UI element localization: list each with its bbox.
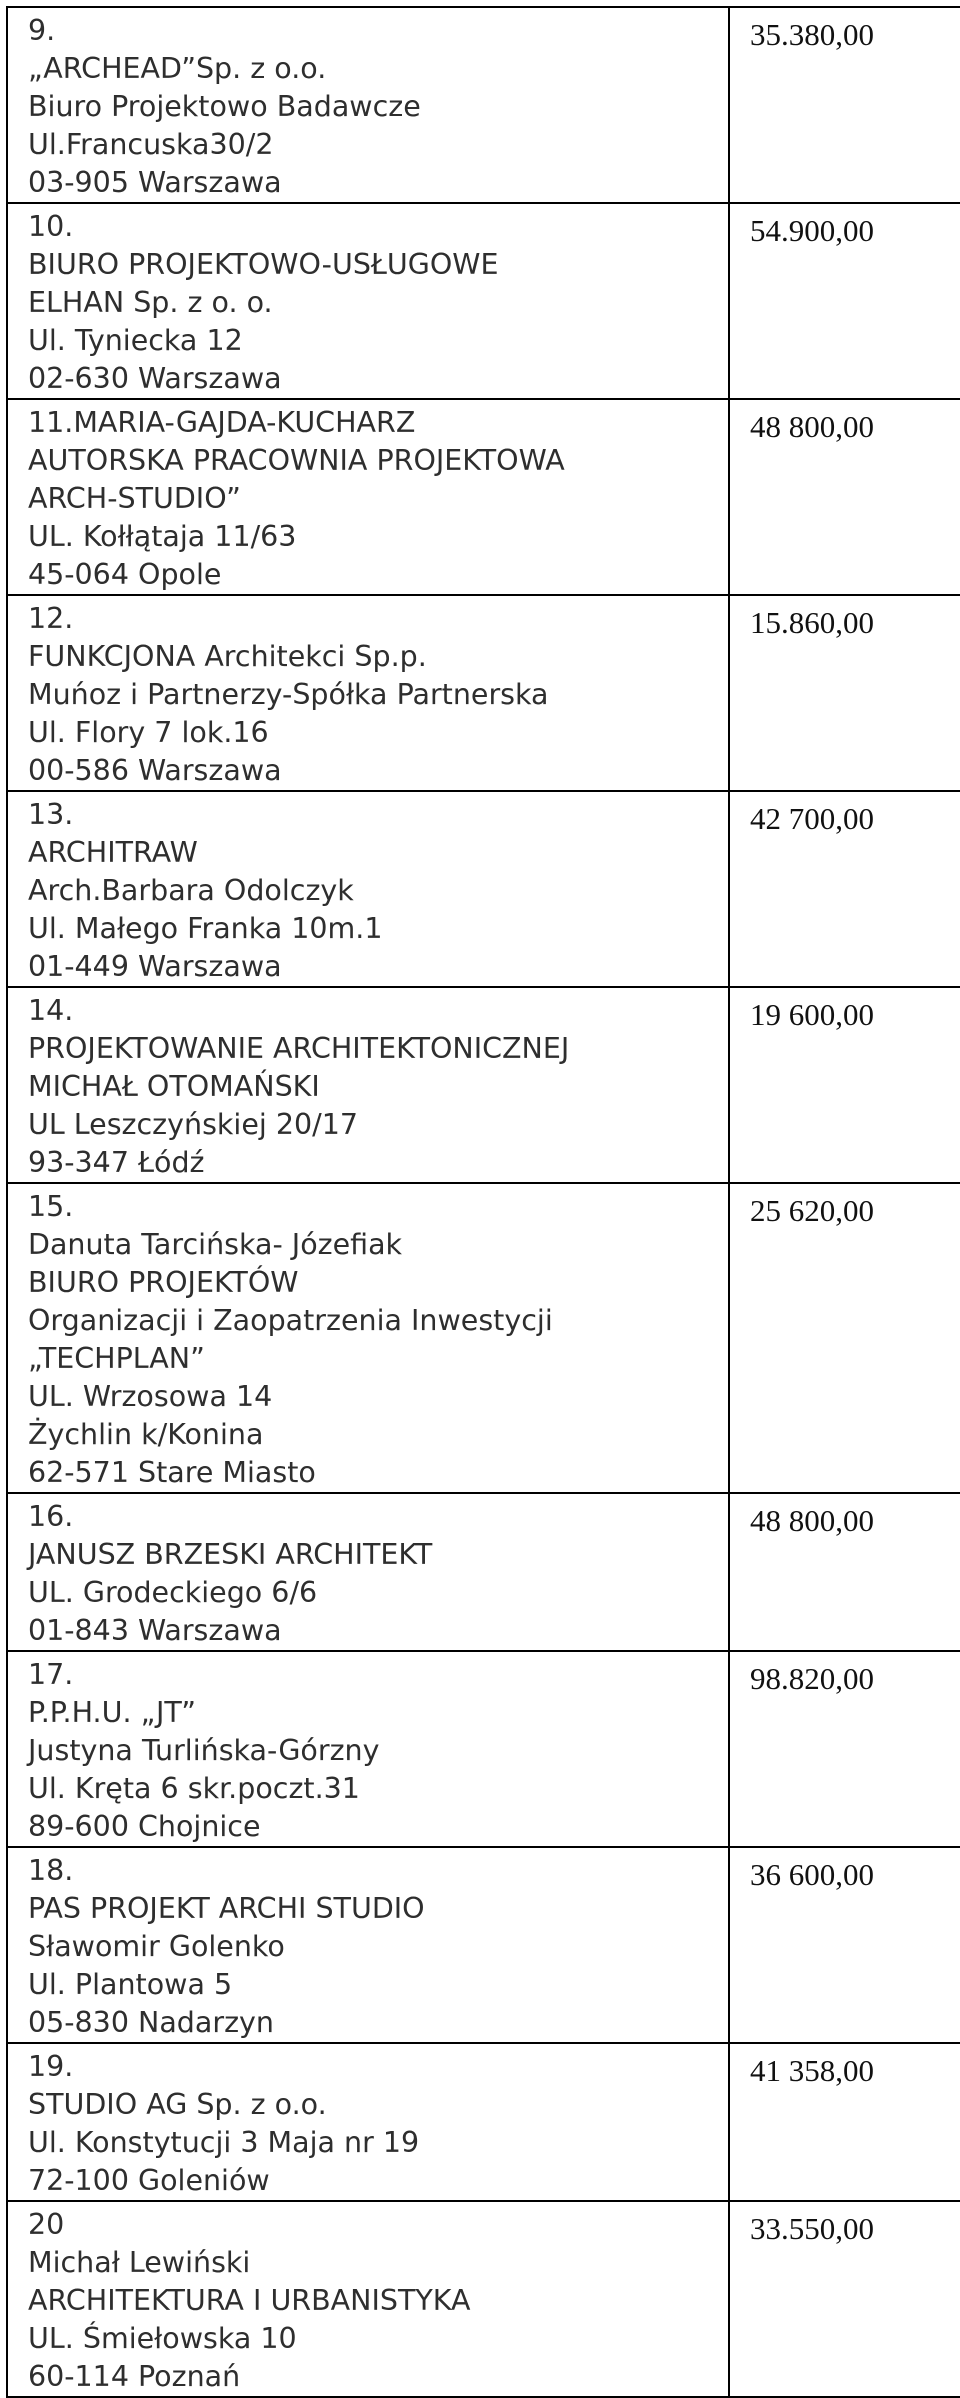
amount-cell [729,791,960,987]
address-line: UL. Wrzosowa 14 [28,1380,273,1413]
address-line: Muńoz i Partnerzy-Spółka Partnerska [28,678,549,711]
amount-cell [729,1183,960,1493]
address-line: UL. Śmiełowska 10 [28,2322,297,2355]
address-line: 01-449 Warszawa [28,950,282,983]
offer-amount: 48 800,00 [750,1503,874,1538]
bidder-lines [8,2202,728,2396]
address-line: 01-843 Warszawa [28,1614,282,1647]
offer-amount: 42 700,00 [750,801,874,836]
address-line: ARCHITRAW [28,836,198,869]
address-line: 20 [28,2208,65,2241]
offers-table [6,6,960,2398]
address-line: 17. [28,1658,74,1691]
address-line: 13. [28,798,74,831]
bidder-lines [8,2044,728,2200]
bidder-cell [7,399,729,595]
amount-cell [729,203,960,399]
address-line: Żychlin k/Konina [28,1418,264,1451]
address-line: PAS PROJEKT ARCHI STUDIO [28,1892,425,1925]
address-line: 72-100 Goleniów [28,2164,270,2197]
bidder-cell [7,7,729,203]
address-line: UL. Kołłątaja 11/63 [28,520,297,553]
offer-amount: 98.820,00 [750,1661,874,1696]
bidder-cell [7,791,729,987]
bidder-lines [8,1494,728,1650]
bidder-lines [8,1184,728,1492]
address-line: 15. [28,1190,74,1223]
amount-cell [729,1493,960,1651]
address-line: Ul. Flory 7 lok.16 [28,716,269,749]
table-row [7,7,960,203]
address-line: BIURO PROJEKTÓW [28,1266,299,1299]
bidder-cell [7,2201,729,2397]
address-line: ARCHITEKTURA I URBANISTYKA [28,2284,471,2317]
address-line: 14. [28,994,74,1027]
address-line: 93-347 Łódź [28,1146,205,1179]
amount-cell [729,2043,960,2201]
amount-cell [729,1651,960,1847]
address-line: Ul. Tyniecka 12 [28,324,243,357]
amount-cell [729,2201,960,2397]
offer-amount: 48 800,00 [750,409,874,444]
offer-amount: 19 600,00 [750,997,874,1032]
address-line: Ul. Plantowa 5 [28,1968,233,2001]
offer-amount: 36 600,00 [750,1857,874,1892]
address-line: 9. [28,14,56,47]
address-line: Biuro Projektowo Badawcze [28,90,421,123]
address-line: 60-114 Poznań [28,2360,241,2393]
address-line: BIURO PROJEKTOWO-USŁUGOWE [28,248,499,281]
amount-cell [729,399,960,595]
bidder-lines [8,596,728,790]
address-line: 18. [28,1854,74,1887]
address-line: Justyna Turlińska-Górzny [28,1734,380,1767]
bidder-cell [7,1493,729,1651]
bidder-cell [7,595,729,791]
address-line: Michał Lewiński [28,2246,251,2279]
bidder-cell [7,1847,729,2043]
address-line: 03-905 Warszawa [28,166,282,199]
address-line: 05-830 Nadarzyn [28,2006,274,2039]
offer-amount: 54.900,00 [750,213,874,248]
table-row [7,1183,960,1493]
offer-amount: 35.380,00 [750,17,874,52]
amount-cell [729,595,960,791]
address-line: P.P.H.U. „JT” [28,1696,196,1729]
table-row [7,791,960,987]
address-line: 45-064 Opole [28,558,222,591]
offer-amount: 25 620,00 [750,1193,874,1228]
bidder-lines [8,204,728,398]
address-line: 00-586 Warszawa [28,754,282,787]
table-row [7,1651,960,1847]
address-line: 02-630 Warszawa [28,362,282,395]
amount-cell [729,1847,960,2043]
bidder-lines [8,988,728,1182]
address-line: „ARCHEAD”Sp. z o.o. [28,52,327,85]
address-line: 62-571 Stare Miasto [28,1456,316,1489]
table-row [7,2201,960,2397]
bidder-cell [7,987,729,1183]
amount-cell [729,7,960,203]
address-line: 19. [28,2050,74,2083]
table-row [7,1493,960,1651]
address-line: Ul. Małego Franka 10m.1 [28,912,383,945]
address-line: 89-600 Chojnice [28,1810,261,1843]
address-line: UL. Grodeckiego 6/6 [28,1576,318,1609]
address-line: 16. [28,1500,74,1533]
address-line: Danuta Tarcińska- Józefiak [28,1228,403,1261]
address-line: 12. [28,602,74,635]
offer-amount: 41 358,00 [750,2053,874,2088]
table-row [7,595,960,791]
bidder-lines [8,400,728,594]
table-row [7,1847,960,2043]
bidder-lines [8,8,728,202]
address-line: Ul. Konstytucji 3 Maja nr 19 [28,2126,420,2159]
amount-cell [729,987,960,1183]
address-line: Organizacji i Zaopatrzenia Inwestycji [28,1304,553,1337]
address-line: Arch.Barbara Odolczyk [28,874,354,907]
address-line: FUNKCJONA Architekci Sp.p. [28,640,427,673]
address-line: AUTORSKA PRACOWNIA PROJEKTOWA [28,444,565,477]
bidder-cell [7,2043,729,2201]
table-row [7,987,960,1183]
bidder-lines [8,1652,728,1846]
offer-amount: 33.550,00 [750,2211,874,2246]
address-line: JANUSZ BRZESKI ARCHITEKT [28,1538,433,1571]
table-row [7,203,960,399]
table-row [7,2043,960,2201]
address-line: ELHAN Sp. z o. o. [28,286,273,319]
address-line: 11.MARIA-GAJDA-KUCHARZ [28,406,416,439]
bidder-cell [7,1183,729,1493]
address-line: Ul.Francuska30/2 [28,128,274,161]
offer-amount: 15.860,00 [750,605,874,640]
address-line: STUDIO AG Sp. z o.o. [28,2088,327,2121]
table-row [7,399,960,595]
address-line: 10. [28,210,74,243]
address-line: ARCH-STUDIO” [28,482,241,515]
bidder-cell [7,1651,729,1847]
address-line: PROJEKTOWANIE ARCHITEKTONICZNEJ [28,1032,570,1065]
address-line: Sławomir Golenko [28,1930,285,1963]
address-line: UL Leszczyńskiej 20/17 [28,1108,358,1141]
bidder-lines [8,792,728,986]
address-line: „TECHPLAN” [28,1342,205,1375]
address-line: Ul. Kręta 6 skr.poczt.31 [28,1772,360,1805]
bidder-lines [8,1848,728,2042]
bidder-cell [7,203,729,399]
address-line: MICHAŁ OTOMAŃSKI [28,1070,320,1103]
